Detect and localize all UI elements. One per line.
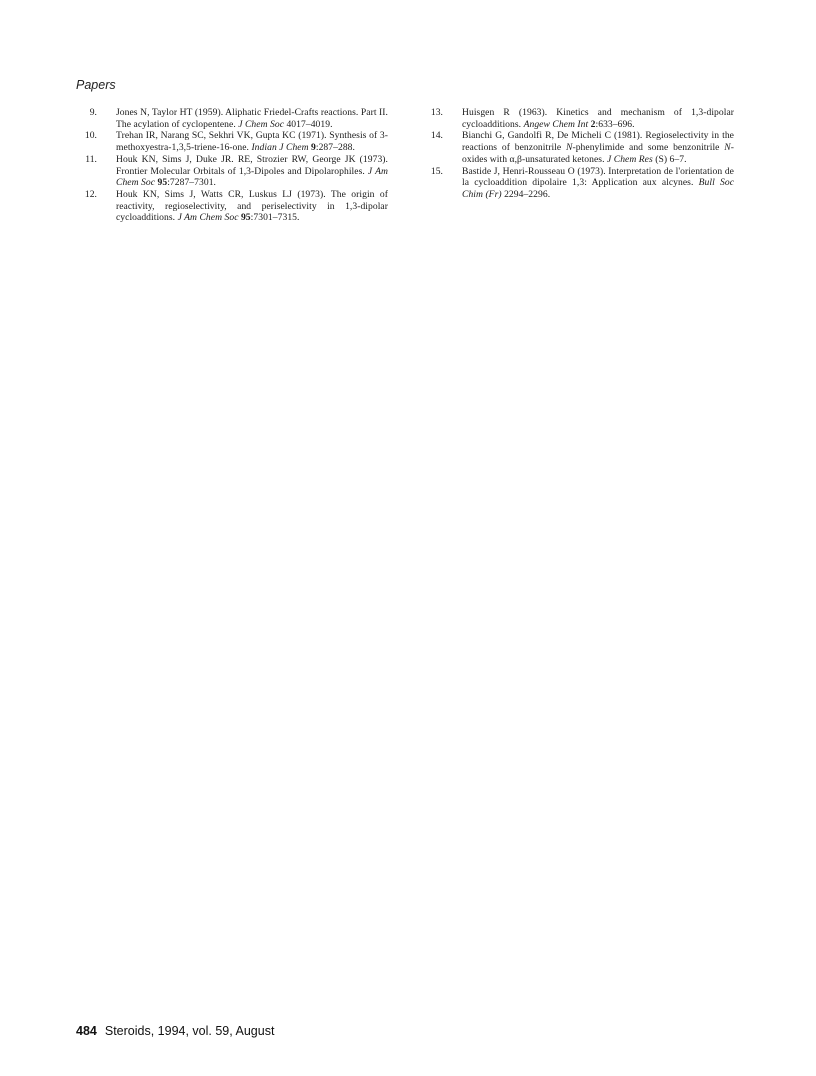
section-label: Papers	[76, 78, 116, 92]
reference-number: 9.	[89, 107, 97, 118]
reference-pages: :7287–7301.	[167, 177, 216, 189]
reference-authors: Trehan IR, Narang SC, Sekhri VK, Gupta KC (1971). Synthesis of 3-methoxyestra-1,3,5-triene-16-one.	[116, 130, 388, 154]
reference-journal: J Am Chem Soc	[177, 212, 239, 224]
reference-volume: 95	[238, 212, 251, 224]
reference-journal: J Chem Soc	[238, 118, 285, 130]
reference-journal: Indian J Chem	[251, 142, 309, 154]
reference-number: 10.	[84, 130, 97, 142]
reference-italic-n: N	[566, 142, 573, 154]
reference-item	[422, 107, 734, 130]
reference-journal: Angew Chem Int	[523, 118, 589, 130]
reference-item	[76, 107, 388, 130]
reference-authors: Houk KN, Sims J, Watts CR, Luskus LJ (1973). The origin of reactivity, regioselectivity, and periselectivity in 1,3-dipolar cycloadditions.	[116, 188, 388, 224]
reference-item	[76, 189, 388, 224]
reference-number: 14.	[430, 130, 443, 142]
page-footer	[76, 1024, 274, 1038]
reference-list-left	[76, 107, 388, 224]
reference-authors-mid: -phenylimide and some benzonitrile	[572, 142, 725, 154]
reference-number: 15.	[430, 165, 443, 177]
reference-pages: :633–696.	[595, 118, 635, 130]
journal-citation: Steroids, 1994, vol. 59, August	[104, 1024, 275, 1038]
reference-pages: 2294–2296.	[501, 188, 551, 200]
reference-journal: Bull Soc Chim (Fr)	[462, 177, 735, 200]
reference-authors-tail: -oxides with α,β-unsaturated ketones.	[462, 142, 734, 165]
reference-journal: J Am Chem Soc	[116, 165, 388, 189]
reference-item	[422, 130, 734, 165]
reference-volume: 95	[155, 177, 168, 189]
reference-volume: 9	[308, 142, 316, 154]
reference-item	[76, 130, 388, 153]
reference-authors: Bastide J, Henri-Rousseau O (1973). Interpretation de l'orientation de la cycloaddition dipolaire 1,3: Application aux alcynes.	[462, 165, 734, 189]
reference-journal: J Chem Res	[606, 153, 653, 165]
reference-pages: :287–288.	[315, 142, 355, 154]
reference-authors: Huisgen R (1963). Kinetics and mechanism of 1,3-dipolar cycloadditions.	[462, 107, 734, 130]
reference-pages: :7301–7315.	[250, 212, 300, 224]
reference-number: 11.	[85, 153, 97, 165]
reference-item	[76, 154, 388, 189]
reference-volume: 2	[588, 118, 596, 130]
reference-item	[422, 166, 734, 201]
reference-authors: Bianchi G, Gandolfi R, De Micheli C (1981). Regioselectivity in the reactions of benzonitrile	[462, 130, 734, 154]
page-number: 484	[76, 1024, 97, 1038]
reference-list-right	[422, 107, 734, 201]
reference-authors: Jones N, Taylor HT (1959). Aliphatic Friedel-Crafts reactions. Part II. The acylation of cyclopentene.	[116, 107, 388, 130]
reference-pages: 4017–4019.	[284, 118, 333, 130]
reference-number: 13.	[430, 107, 443, 118]
reference-authors: Houk KN, Sims J, Duke JR. RE, Strozier RW, George JK (1973). Frontier Molecular Orbitals of 1,3-Dipoles and Dipolarophiles.	[116, 153, 388, 177]
reference-number: 12.	[84, 188, 97, 200]
reference-italic-n: N	[724, 142, 731, 154]
reference-pages: (S) 6–7.	[652, 153, 687, 165]
